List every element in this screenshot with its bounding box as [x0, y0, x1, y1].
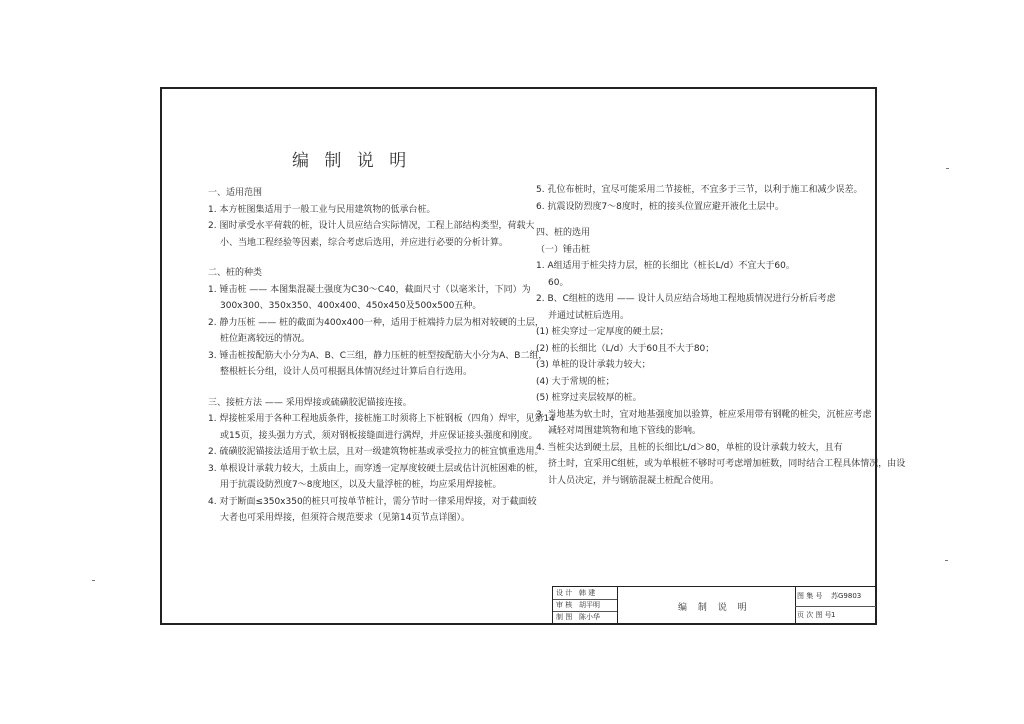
section-heading: 三、接桩方法 —— 采用焊接或硫磺胶泥锚接连接。 [208, 397, 412, 408]
title-block-value: 陈小华 [579, 613, 600, 621]
divider [617, 587, 618, 624]
text-line: 3. 当地基为软土时，宜对地基强度加以验算，桩应采用带有钢靴的桩尖，沉桩应考虑 [536, 409, 872, 420]
atlas-number-label: 图 集 号 [797, 592, 823, 600]
text-line: 2. 静力压桩 —— 桩的截面为400x400一种，适用于桩端持力层为相对较硬的土层， [208, 317, 544, 328]
text-line: 1. 焊接桩采用于各种工程地质条件，接桩施工时须将上下桩钢板（四角）焊牢，见第14 [208, 414, 555, 424]
text-line: 4. 当桩尖达到硬土层，且桩的长细比L/d＞80，单桩的设计承载力较大，且有 [536, 442, 843, 453]
title-block-value: 韩 建 [579, 589, 596, 597]
text-line: 3. 锤击桩按配筋大小分为A、B、C三组，静力压桩的桩型按配筋大小分为A、B二组， [208, 350, 548, 361]
text-line: 300x300、350x350、400x400、450x450及500x500五种。 [220, 301, 482, 311]
title-block-label: 审 核 [556, 601, 573, 609]
text-line: 2. B、C组桩的选用 —— 设计人员应结合场地工程地质情况进行分析后考虑 [536, 294, 836, 304]
text-line: 3. 单根设计承载力较大，土质由上，而穿透一定厚度较硬土层或估计沉桩困难的桩， [208, 463, 544, 474]
text-line: 1. A组适用于桩尖持力层，桩的长细比（桩长L/d）不宜大于60。 [536, 261, 795, 271]
list-item: (4) 大于常规的桩； [536, 376, 615, 387]
title-block-label: 设 计 [556, 589, 573, 597]
title-block-label: 制 图 [556, 613, 573, 621]
title-block [552, 586, 877, 625]
list-item: (1) 桩尖穿过一定厚度的硬土层； [536, 327, 669, 337]
text-line: 计人员决定，并与钢筋混凝土桩配合使用。 [548, 475, 720, 486]
text-line: 或15页，接头强力方式，须对钢板接缝面进行满焊，并应保证接头强度和刚度。 [220, 430, 538, 441]
page-title: 编 制 说 明 [292, 151, 412, 171]
section-heading: 二、桩的种类 [208, 268, 263, 278]
text-line: 2. 图时承受水平荷载的桩，设计人员应结合实际情况，工程上部结构类型，荷载大 [208, 221, 535, 231]
title-block-row [553, 611, 617, 623]
section-heading: 四、桩的选用 [536, 228, 591, 238]
scan-mark [92, 580, 95, 581]
drawing-name: 编 制 说 明 [678, 603, 751, 613]
scan-mark [945, 560, 948, 561]
text-line: 60。 [548, 277, 569, 288]
text-line: 减轻对周围建筑物和地下管线的影响。 [548, 426, 702, 436]
text-line: 4. 对于断面≤350x350的桩只可按单节桩计，需分节时一律采用焊接，对于截面较 [208, 496, 537, 507]
section-heading: 一、适用范围 [208, 188, 263, 198]
text-line: 1. 锤击桩 —— 本图集混凝土强度为C30～C40，截面尺寸（以毫米计，下同）为 [208, 284, 531, 295]
page-number-value: 1 [831, 611, 836, 619]
title-block-value: 胡平明 [579, 601, 600, 609]
atlas-number-value: 苏G9803 [831, 592, 862, 600]
text-line: 整根桩长分组，设计人员可根据具体情况经过计算后自行选用。 [220, 367, 473, 377]
text-line: 5. 孔位布桩时，宜尽可能采用二节接桩，不宜多于三节，以利于施工和减少误差。 [536, 185, 863, 195]
text-line: 挤土时，宜采用C组桩，或为单根桩不够时可考虑增加桩数，同时结合工程具体情况，由设 [548, 459, 906, 469]
text-line: 大者也可采用焊接，但须符合规范要求（见第14页节点详图）。 [220, 513, 470, 523]
right-text-column [536, 182, 905, 489]
text-line: 桩位距离较远的情况。 [220, 334, 311, 344]
text-line: 并通过试桩后选用。 [548, 310, 630, 321]
list-item: (5) 桩穿过夹层较厚的桩。 [536, 393, 642, 403]
text-line: 用于抗震设防烈度7～8度地区，以及大量浮桩的桩，均应采用焊接桩。 [220, 480, 502, 490]
scan-mark [946, 168, 949, 169]
text-line: 6. 抗震设防烈度7～8度时，桩的接头位置应避开液化土层中。 [536, 201, 784, 212]
page-number-label: 页 次 图 号 [797, 611, 832, 619]
divider [795, 606, 876, 607]
text-line: 小、当地工程经验等因素，综合考虑后选用，并应进行必要的分析计算。 [220, 237, 509, 248]
text-line: 2. 硫磺胶泥锚接法适用于软土层，且对一级建筑物桩基或承受拉力的桩宜慎重选用。 [208, 447, 544, 457]
list-item: (2) 桩的长细比（L/d）大于60且不大于80； [536, 343, 715, 354]
list-item: (3) 单桩的设计承载力较大； [536, 360, 651, 370]
subsection-heading: （一）锤击桩 [536, 244, 591, 255]
text-line: 1. 本方桩图集适用于一般工业与民用建筑物的低承台桩。 [208, 204, 436, 215]
left-text-column [208, 185, 555, 527]
